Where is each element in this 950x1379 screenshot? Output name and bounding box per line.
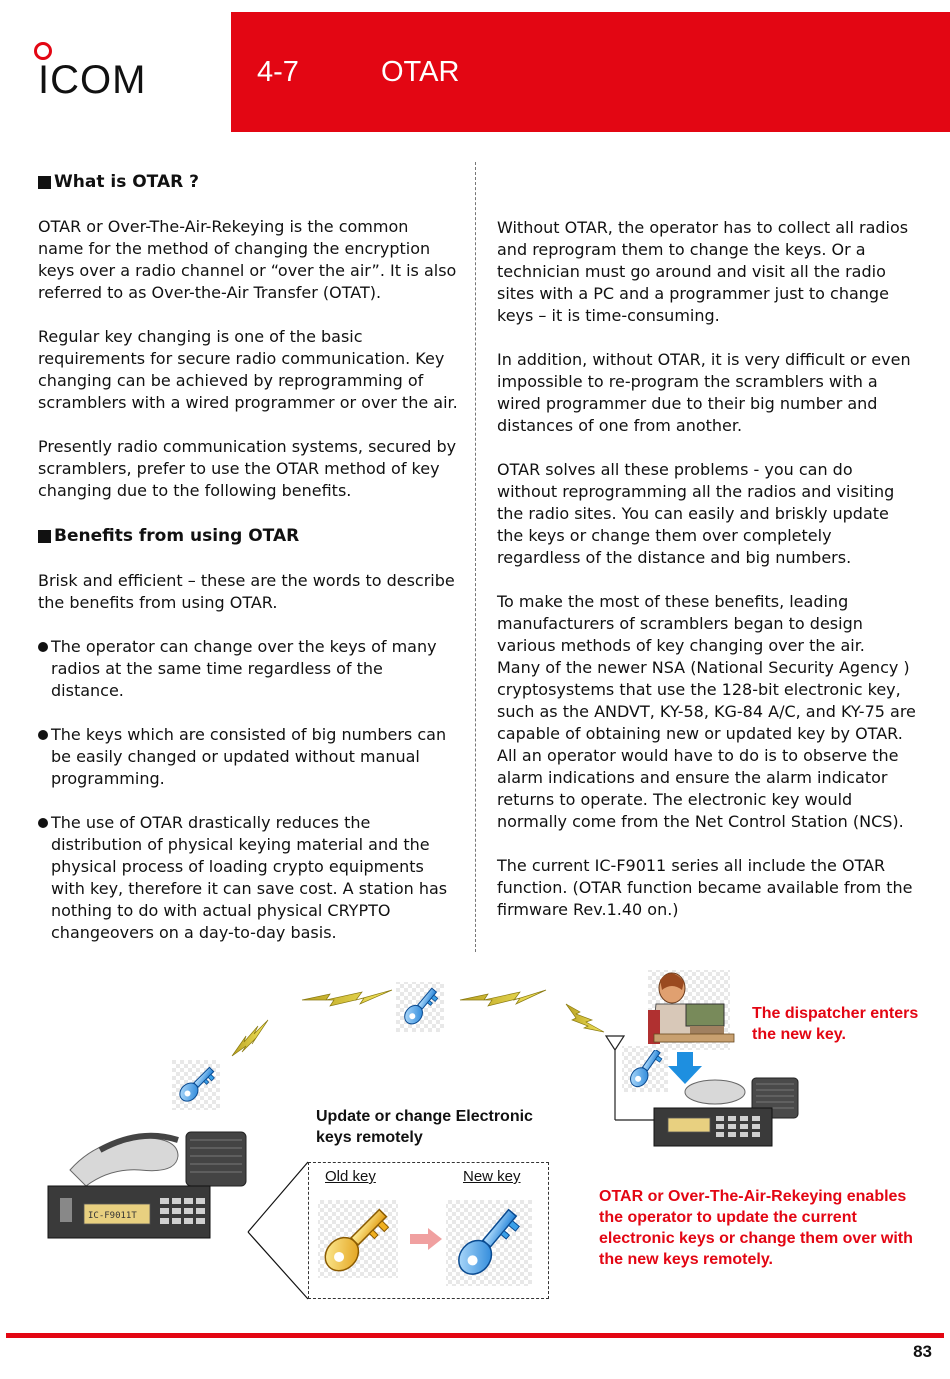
list-item xyxy=(38,724,458,790)
square-bullet-icon xyxy=(38,530,51,543)
section-title: OTAR xyxy=(381,56,460,88)
paragraph-difficulty: In addition, without OTAR, it is very difficult or even impossible to re-program the scramblers with a wired programmer due to their big number and distances of one from another. xyxy=(497,350,911,435)
mobile-radio-icon xyxy=(48,1132,246,1238)
paragraph-ic-f9011: The current IC-F9011 series all include the OTAR function. (OTAR function became available from the firmware Rev.1.40 on.) xyxy=(497,856,913,919)
lightning-bolt-icon xyxy=(302,990,392,1006)
base-radio-icon xyxy=(654,1078,798,1146)
lightning-bolt-icon xyxy=(460,990,546,1006)
old-key-label: Old key xyxy=(325,1168,376,1185)
footer-rule xyxy=(6,1333,944,1338)
bullet-dot-icon xyxy=(38,730,48,740)
caption-update-keys: Update or change Electronic keys remotely xyxy=(316,1108,533,1146)
icom-logo xyxy=(34,42,174,102)
section-header xyxy=(231,12,950,132)
heading-benefits xyxy=(38,524,458,548)
term-over-the-air-rekeying: Over-The-Air-Rekeying xyxy=(107,217,285,236)
list-item xyxy=(38,636,458,702)
paragraph-manufacturers xyxy=(497,591,917,833)
bullet-text: The keys which are consisted of big numbers can be easily changed or updated without manual programming. xyxy=(51,725,447,788)
paragraph-otar-solves: OTAR solves all these problems - you can do without reprogramming all the radios and visiting the radio sites. You can easily and briskly update the keys or change them over completely regardless of the distance and big numbers. xyxy=(497,460,895,567)
caption-otar-enables: OTAR or Over-The-Air-Rekeying enables the operator to update the current electronic keys or change them over with the new keys remotely. xyxy=(599,1188,913,1268)
nsa-text: Many of the newer NSA (National Security Agency ) cryptosystems that use the 128-bit electronic key, such as the ANDVT, KY-58, KG-84 A/C, and KY-75 are capable of obtaining new or updated key by OTAR. All an operator would have to do is to observe the alarm indications and ensure the alarm indicator returns to operate. The electronic key would normally come from the Net Control Station (NCS). xyxy=(497,658,916,831)
definition-text: is the common name for the method of changing the encryption keys over a radio channel or “over the air”. It is also referred to as Over-the-Air Transfer (OTAT). xyxy=(38,217,457,302)
column-divider xyxy=(475,162,476,952)
right-column xyxy=(497,217,917,921)
caption-dispatcher: The dispatcher enters the new key. xyxy=(752,1005,919,1043)
heading-what-is-otar xyxy=(38,170,458,194)
key-icon xyxy=(396,982,444,1032)
radio-display-text: IC-F9011T xyxy=(88,1211,137,1221)
down-arrow-icon xyxy=(668,1052,702,1084)
paragraph-brisk: Brisk and efficient – these are the words to describe the benefits from using OTAR. xyxy=(38,571,455,612)
zoom-callout-lines xyxy=(248,1162,308,1299)
bullet-text: The operator can change over the keys of many radios at the same time regardless of the distance. xyxy=(51,637,437,700)
paragraph-benefits-intro: Presently radio communication systems, secured by scramblers, prefer to use the OTAR method of key changing due to the following benefits. xyxy=(38,437,457,500)
page-number: 83 xyxy=(913,1342,932,1361)
heading-text: What is OTAR ? xyxy=(54,172,199,192)
bullet-dot-icon xyxy=(38,642,48,652)
bullet-text: The use of OTAR drastically reduces the distribution of physical keying material and the physical process of loading crypto equipments with key, therefore it can save cost. A station has nothing to do with actual physical CRYPTO changeovers on a day-to-day basis. xyxy=(51,813,448,942)
dispatcher-person-icon xyxy=(648,970,734,1050)
term-otar: OTAR xyxy=(38,217,82,236)
new-key-label: New key xyxy=(463,1168,521,1185)
logo-text: ICOM xyxy=(38,58,147,102)
key-comparison-box xyxy=(308,1162,549,1299)
bullet-dot-icon xyxy=(38,818,48,828)
paragraph-definition xyxy=(38,216,458,304)
paragraph-key-changing: Regular key changing is one of the basic requirements for secure radio communication. Key changing can be achieved by reprogramming of scramblers with a wired programmer or over the air. xyxy=(38,327,458,412)
lightning-bolt-icon xyxy=(232,1020,268,1056)
term-connector: or xyxy=(81,217,108,236)
list-item xyxy=(38,812,458,944)
section-number: 4-7 xyxy=(257,56,299,88)
key-icon xyxy=(172,1060,220,1110)
left-column xyxy=(38,170,458,944)
paragraph-without-otar: Without OTAR, the operator has to collect all radios and reprogram them to change the keys. Or a technician must go around and visit all the radio sites with a PC and a programmer just to change keys – it is time-consuming. xyxy=(497,218,909,325)
manufacturers-text: To make the most of these benefits, leading manufacturers of scramblers began to design various methods of key changing over the air. xyxy=(497,592,865,655)
square-bullet-icon xyxy=(38,176,51,189)
key-icon xyxy=(622,1046,668,1092)
lightning-bolt-icon xyxy=(566,1004,604,1032)
otar-illustration xyxy=(0,960,950,1320)
heading-text: Benefits from using OTAR xyxy=(54,526,300,546)
